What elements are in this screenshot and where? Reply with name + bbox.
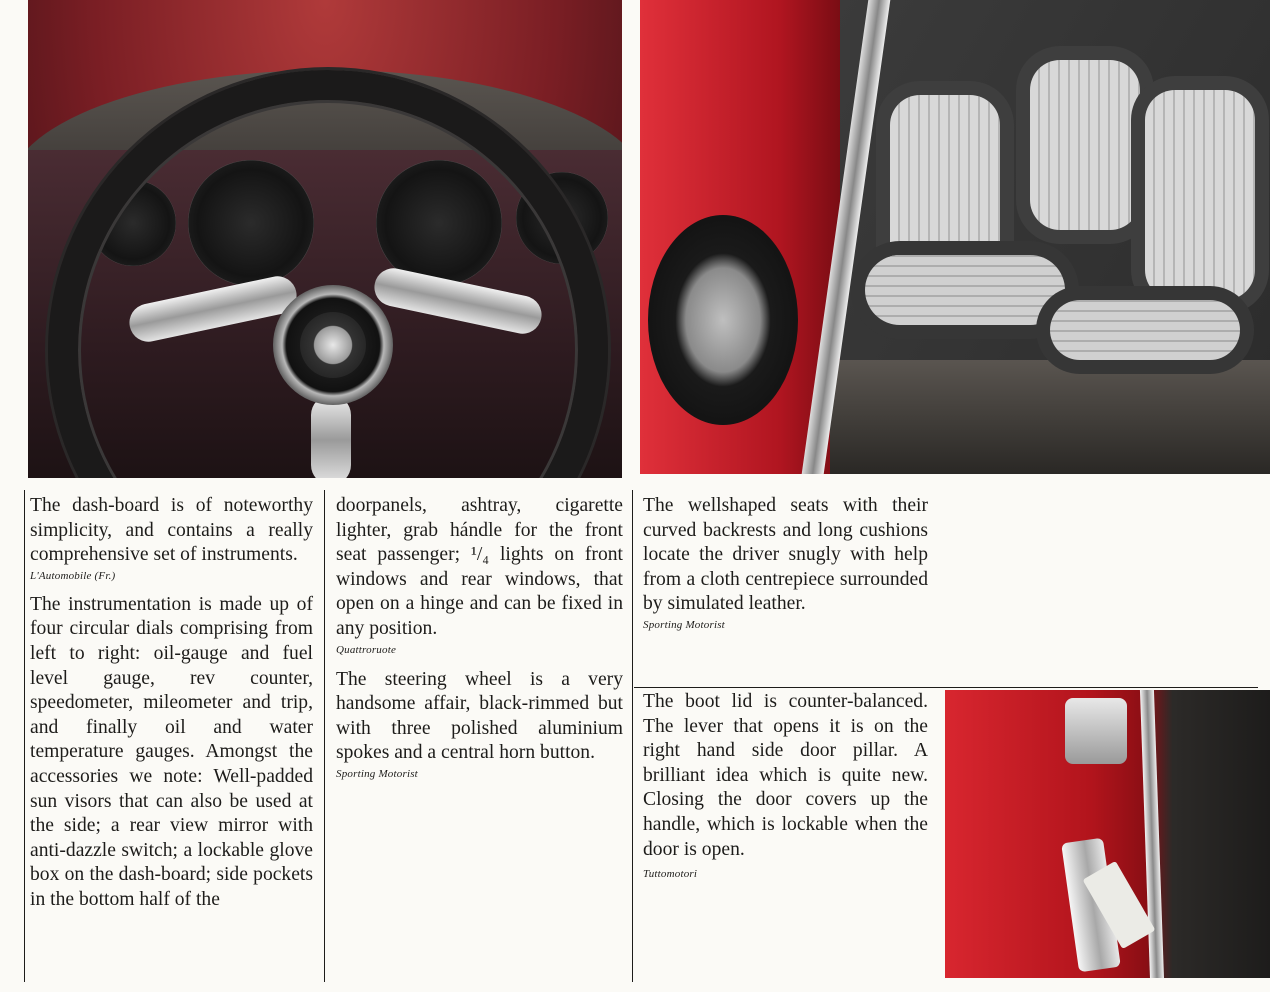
dashboard-photo (28, 0, 622, 478)
source-credit: L'Automobile (Fr.) (30, 569, 116, 582)
instrumentation-paragraph: The instrumentation is made up of four circular dials comprising from left to right: oil-gauge and fuel level gauge, rev counter, speedometer, mileometer and trip, and finally oil and water temperature gauges. Amongst the accessories we note: Well-padded sun visors that can also be used at the side; a rear view mirror with anti-dazzle switch; a lockable glove box on the dash-board; side pockets in the bottom half of the (30, 593, 313, 910)
column-rule-3 (632, 490, 633, 982)
column-rule-1 (24, 490, 25, 982)
source-credit: Tuttomotori (643, 868, 698, 881)
source-credit: Quattroruote (336, 643, 397, 656)
accessories-paragraph: doorpanels, ashtray, cigarette lighter, grab hándle for the front seat passenger; ¹/₄ lights on front windows and rear windows, that open on a hinge and can be fixed in any position. (336, 495, 623, 639)
section-rule (634, 687, 1258, 688)
source-credit: Sporting Motorist (643, 618, 725, 631)
text-column-4 (643, 690, 928, 882)
source-credit: Sporting Motorist (336, 767, 418, 780)
text-column-3 (643, 494, 928, 633)
column-rule-2 (324, 490, 325, 982)
steering-wheel-paragraph: The steering wheel is a very handsome affair, black-rimmed but with three polished aluminium spokes and a central horn button. (336, 668, 623, 764)
alfa-romeo-emblem-icon (300, 312, 366, 378)
seats-paragraph: The wellshaped seats with their curved backrests and long cushions locate the driver snugly with help from a cloth centrepiece surrounded by simulated leather. (643, 495, 928, 615)
boot-lid-paragraph: The boot lid is counter-balanced. The lever that opens it is on the right hand side door pillar. A brilliant idea which is quite new. Closing the door covers up the handle, which is lockable when the door is open. (643, 691, 928, 860)
door-handle-photo (945, 690, 1270, 978)
dashboard-paragraph: The dash-board is of noteworthy simplicity, and contains a really comprehensive set of instruments. (30, 495, 313, 566)
text-column-2 (336, 494, 623, 782)
text-column-1 (30, 494, 313, 913)
interior-photo (640, 0, 1270, 474)
